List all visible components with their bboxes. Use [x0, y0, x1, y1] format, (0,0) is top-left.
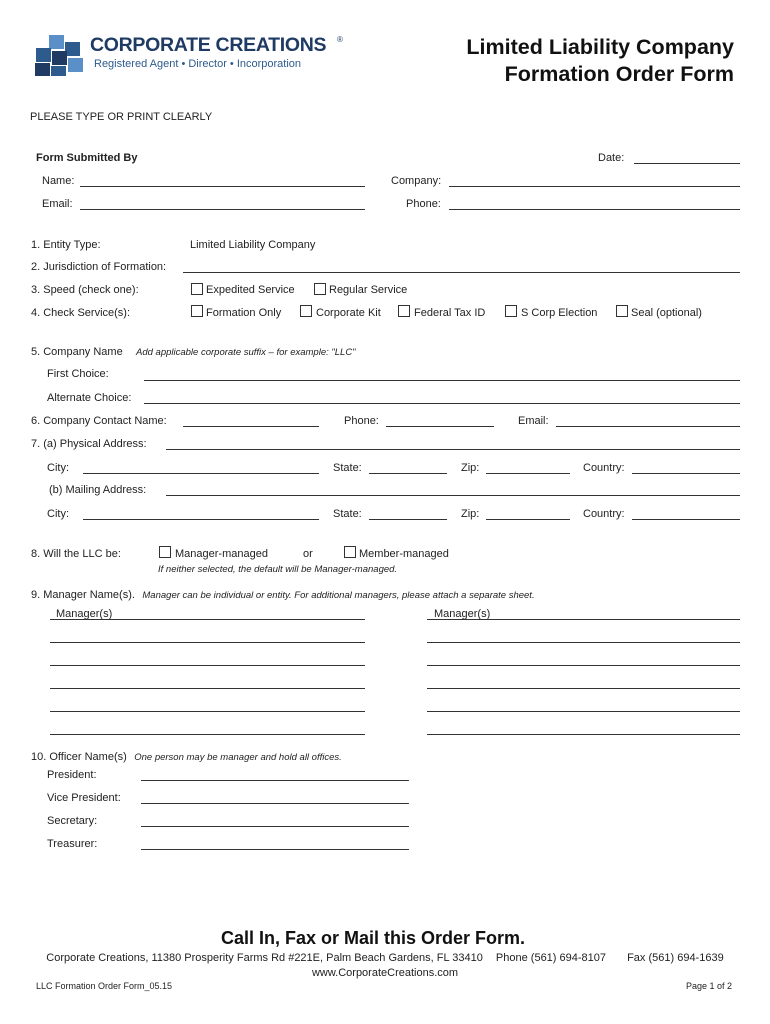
manager-right-line-5[interactable]: [427, 711, 740, 712]
first-choice-label: First Choice:: [47, 368, 109, 380]
logo: [34, 34, 354, 78]
mailing-address-field[interactable]: [166, 495, 740, 496]
secretary-label: Secretary:: [47, 815, 98, 827]
print-instructions: PLEASE TYPE OR PRINT CLEARLY: [30, 111, 213, 123]
logo-tagline: Registered Agent • Director • Incorporation: [94, 58, 302, 70]
services-label: 4. Check Service(s):: [31, 307, 131, 319]
manager-left-line-6[interactable]: [50, 734, 365, 735]
manager-right-line-2[interactable]: [427, 642, 740, 643]
contact-email-label: Email:: [518, 415, 549, 427]
first-choice-field[interactable]: [144, 380, 740, 381]
llc-default-note: If neither selected, the default will be Manager-managed.: [158, 564, 398, 575]
date-label: Date:: [598, 152, 625, 164]
mailing-address-label: (b) Mailing Address:: [49, 484, 147, 496]
manager-right-line-6[interactable]: [427, 734, 740, 735]
mailing-zip-label: Zip:: [461, 508, 480, 520]
jurisdiction-field[interactable]: [183, 272, 740, 273]
page-title: [404, 34, 734, 88]
llc-be-label: 8. Will the LLC be:: [31, 548, 121, 560]
corporate-kit-checkbox[interactable]: [300, 305, 312, 317]
form-code: LLC Formation Order Form_05.15: [36, 981, 173, 991]
managers-heading: [31, 585, 535, 603]
seal-checkbox[interactable]: [616, 305, 628, 317]
physical-country-field[interactable]: [632, 473, 740, 474]
company-name-label: 5. Company Name: [31, 346, 123, 358]
jurisdiction-label: 2. Jurisdiction of Formation:: [31, 261, 167, 273]
company-label: Company:: [391, 175, 442, 187]
officers-note: One person may be manager and hold all offices.: [134, 752, 342, 763]
title-line-1: Limited Liability Company: [466, 35, 734, 59]
physical-zip-field[interactable]: [486, 473, 570, 474]
contact-name-field[interactable]: [183, 426, 319, 427]
date-field[interactable]: [634, 163, 740, 164]
manager-right-line-3[interactable]: [427, 665, 740, 666]
mailing-country-field[interactable]: [632, 519, 740, 520]
speed-label: 3. Speed (check one):: [31, 284, 139, 296]
physical-city-field[interactable]: [83, 473, 319, 474]
manager-right-line-1[interactable]: [427, 619, 740, 620]
formation-only-label: Formation Only: [206, 307, 282, 319]
regular-service-checkbox[interactable]: [314, 283, 326, 295]
manager-left-line-5[interactable]: [50, 711, 365, 712]
managers-label: 9. Manager Name(s).: [31, 589, 135, 601]
logo-name: CORPORATE CREATIONS: [90, 34, 327, 56]
physical-address-field[interactable]: [166, 449, 740, 450]
physical-city-label: City:: [47, 462, 69, 474]
member-managed-checkbox[interactable]: [344, 546, 356, 558]
phone-field[interactable]: [449, 209, 740, 210]
phone-label: Phone:: [406, 198, 441, 210]
physical-address-label: 7. (a) Physical Address:: [31, 438, 147, 450]
call-to-action: Call In, Fax or Mail this Order Form.: [220, 928, 526, 948]
manager-left-line-2[interactable]: [50, 642, 365, 643]
cubes-logo-icon: [34, 34, 84, 76]
contact-email-field[interactable]: [556, 426, 740, 427]
managers-col-left-header: Manager(s): [56, 608, 113, 620]
email-label: Email:: [42, 198, 73, 210]
contact-phone-label: Phone:: [344, 415, 379, 427]
contact-line: [0, 952, 770, 964]
physical-state-label: State:: [333, 462, 362, 474]
physical-country-label: Country:: [583, 462, 625, 474]
vice-president-label: Vice President:: [47, 792, 121, 804]
company-phone: Phone (561) 694-8107: [495, 952, 607, 964]
managers-note: Manager can be individual or entity. For additional managers, please attach a separate sheet.: [142, 590, 535, 601]
company-fax: Fax (561) 694-1639: [627, 952, 724, 964]
corporate-kit-label: Corporate Kit: [316, 307, 381, 319]
formation-only-checkbox[interactable]: [191, 305, 203, 317]
company-name-note: Add applicable corporate suffix – for example: "LLC": [136, 347, 356, 358]
mailing-state-label: State:: [333, 508, 362, 520]
manager-left-line-3[interactable]: [50, 665, 365, 666]
contact-name-label: 6. Company Contact Name:: [31, 415, 167, 427]
alternate-choice-field[interactable]: [144, 403, 740, 404]
company-address: Corporate Creations, 11380 Prosperity Farms Rd #221E, Palm Beach Gardens, FL 33410: [46, 952, 483, 964]
manager-left-line-4[interactable]: [50, 688, 365, 689]
email-field[interactable]: [80, 209, 365, 210]
regular-service-label: Regular Service: [329, 284, 408, 296]
entity-type-value: Limited Liability Company: [190, 239, 316, 251]
mailing-zip-field[interactable]: [486, 519, 570, 520]
name-field[interactable]: [80, 186, 365, 187]
title-line-2: Formation Order Form: [504, 62, 734, 86]
treasurer-label: Treasurer:: [47, 838, 98, 850]
physical-zip-label: Zip:: [461, 462, 480, 474]
manager-managed-checkbox[interactable]: [159, 546, 171, 558]
alternate-choice-label: Alternate Choice:: [47, 392, 132, 404]
contact-phone-field[interactable]: [386, 426, 494, 427]
officers-label: 10. Officer Name(s): [31, 751, 127, 763]
entity-type-label: 1. Entity Type:: [31, 239, 101, 251]
managers-col-right-header: Manager(s): [434, 608, 491, 620]
mailing-state-field[interactable]: [369, 519, 447, 520]
or-text: or: [303, 548, 313, 560]
mailing-country-label: Country:: [583, 508, 625, 520]
page-number: Page 1 of 2: [686, 981, 733, 991]
s-corp-election-label: S Corp Election: [521, 307, 598, 319]
company-field[interactable]: [449, 186, 740, 187]
member-managed-label: Member-managed: [359, 548, 449, 560]
submitted-by-heading: Form Submitted By: [36, 152, 138, 164]
physical-state-field[interactable]: [369, 473, 447, 474]
federal-tax-id-label: Federal Tax ID: [414, 307, 486, 319]
mailing-city-label: City:: [47, 508, 69, 520]
seal-label: Seal (optional): [631, 307, 702, 319]
company-website[interactable]: www.CorporateCreations.com: [311, 967, 459, 979]
president-field[interactable]: [141, 780, 409, 781]
manager-left-line-1[interactable]: [50, 619, 365, 620]
treasurer-field[interactable]: [141, 849, 409, 850]
president-label: President:: [47, 769, 97, 781]
s-corp-election-checkbox[interactable]: [505, 305, 517, 317]
mailing-city-field[interactable]: [83, 519, 319, 520]
vice-president-field[interactable]: [141, 803, 409, 804]
manager-managed-label: Manager-managed: [175, 548, 268, 560]
name-label: Name:: [42, 175, 75, 187]
logo-registered-mark: ®: [337, 35, 343, 44]
federal-tax-id-checkbox[interactable]: [398, 305, 410, 317]
expedited-service-label: Expedited Service: [206, 284, 295, 296]
manager-right-line-4[interactable]: [427, 688, 740, 689]
secretary-field[interactable]: [141, 826, 409, 827]
expedited-service-checkbox[interactable]: [191, 283, 203, 295]
officers-heading: [31, 747, 342, 765]
